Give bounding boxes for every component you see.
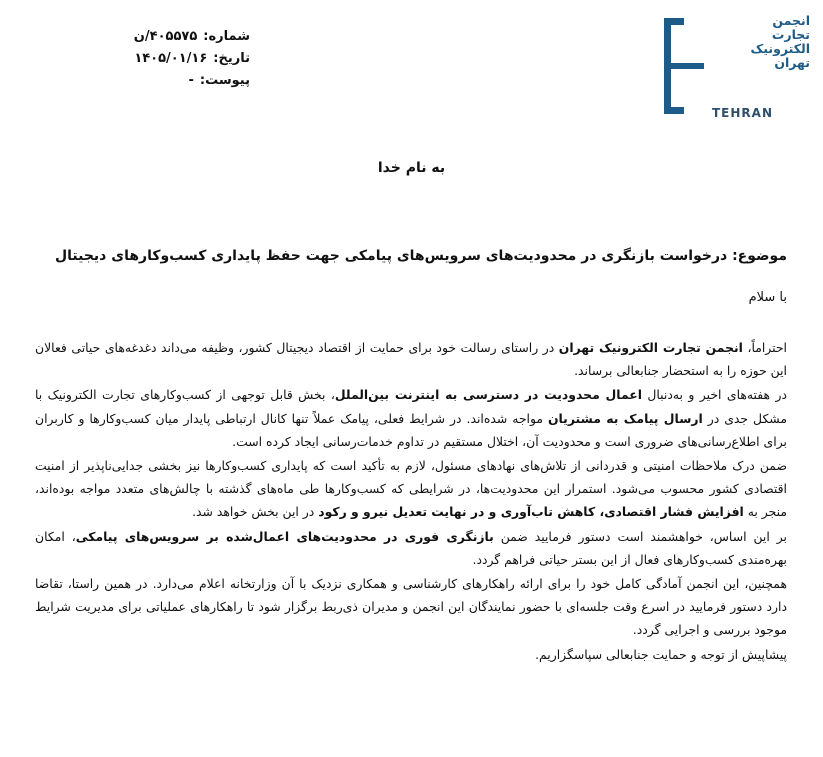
logo-line-1: انجمن [772, 13, 810, 28]
body-paragraph [35, 525, 787, 571]
paragraph-text: ضمن درک ملاحظات امنیتی و قدردانی از تلاش‌های نهادهای مسئول، لازم به تأکید است که پایداری کسب‌وکارها نیز بخشی جدایی‌ناپذیر از امنیت اقتصادی کشور محسوب می‌شود. استمرار این محدودیت‌ها، در شرایطی که کسب‌وکارها طی ماه‌های گذشته با چالش‌های متعدد مواجه بوده‌اند، منجر به [35, 458, 787, 520]
meta-number-row [70, 26, 250, 48]
letter-body [35, 336, 787, 667]
body-paragraph [35, 572, 787, 642]
letter-greeting: با سلام [748, 290, 787, 305]
meta-attachment-value: - [188, 73, 194, 88]
paragraph-text: مواجه شده‌اند. در شرایط فعلی، پیامک عملاً تنها کانال ارتباطی پایدار میان کسب‌وکارها و کاربران برای اطلاع‌رسانی‌های ضروری است و محدودیت آن، اختلال مستقیم در تداوم خدمات‌رسانی ایجاد کرده است. [35, 410, 787, 449]
paragraph-text: احتراماً، [742, 340, 787, 355]
meta-date-label: تاریخ: [213, 51, 250, 66]
body-paragraph [35, 383, 787, 453]
emphasized-text: انجمن تجارت الکترونیک تهران [558, 340, 743, 355]
logo-wordmark [712, 14, 810, 70]
letter-subject: موضوع: درخواست بازنگری در محدودیت‌های سرویس‌های پیامکی جهت حفظ پایداری کسب‌وکارهای دیجیتال [55, 248, 787, 264]
paragraph-text: ، بخش قابل توجهی از کسب‌وکارهای تجارت الکترونیک با مشکل جدی در [35, 387, 787, 426]
meta-attachment-row [70, 70, 250, 92]
paragraph-text: همچنین، این انجمن آمادگی کامل خود را برای ارائه راهکارهای کارشناسی و همکاری نزدیک با آن وزارتخانه اعلام می‌دارد. در همین راستا، تقاضا دارد دستور فرمایید در اسرع وقت جلسه‌ای با حضور نمایندگان این انجمن و مدیران ذی‌ربط برگزار شود تا راهکارهای عملیاتی برای مدیریت شرایط موجود بررسی و اجرایی گردد. [35, 576, 787, 638]
letter-meta [70, 26, 250, 92]
paragraph-text: در راستای رسالت خود برای حمایت از اقتصاد دیجیتال کشور، وظیفه می‌داند دغدغه‌های حیاتی فعالان این حوزه را به استحضار جنابعالی برساند. [35, 340, 787, 379]
meta-date-value: ۱۴۰۵/۰۱/۱۶ [134, 51, 208, 66]
meta-number-value: ۴۰۵۵۷۵/ن [133, 29, 198, 44]
emphasized-text: افزایش فشار اقتصادی، کاهش تاب‌آوری و در نهایت تعدیل نیرو و رکود [318, 504, 744, 520]
logo-line-3: الکترونیک [750, 41, 810, 56]
body-paragraph [35, 454, 787, 524]
logo-city-label: TEHRAN [712, 106, 773, 120]
body-paragraph [35, 643, 787, 666]
paragraph-text: بر این اساس، خواهشمند است دستور فرمایید ضمن [493, 528, 787, 544]
meta-number-label: شماره: [203, 29, 250, 44]
emphasized-text: بازنگری فوری در محدودیت‌های اعمال‌شده بر سرویس‌های پیامکی [75, 528, 494, 544]
logo-e-mark-icon [660, 18, 708, 114]
paragraph-text: در هفته‌های اخیر و به‌دنبال [641, 387, 787, 403]
logo-line-2: تجارت [771, 27, 810, 42]
paragraph-text: پیشاپیش از توجه و حمایت جنابعالی سپاسگزاریم. [535, 646, 787, 662]
paragraph-text: ، امکان بهره‌مندی کسب‌وکارهای فعال از این بستر حیاتی فراهم گردد. [35, 528, 787, 567]
logo-line-4: تهران [774, 55, 810, 70]
body-paragraph [35, 336, 787, 382]
organization-logo [660, 14, 810, 134]
basmala-heading: به نام خدا [377, 160, 446, 176]
emphasized-text: ارسال پیامک به مشتریان [547, 410, 703, 426]
meta-attachment-label: پیوست: [199, 73, 250, 88]
paragraph-text: در این بخش خواهد شد. [192, 504, 319, 520]
emphasized-text: اعمال محدودیت در دسترسی به اینترنت بین‌الملل [334, 387, 642, 403]
meta-date-row [70, 48, 250, 70]
